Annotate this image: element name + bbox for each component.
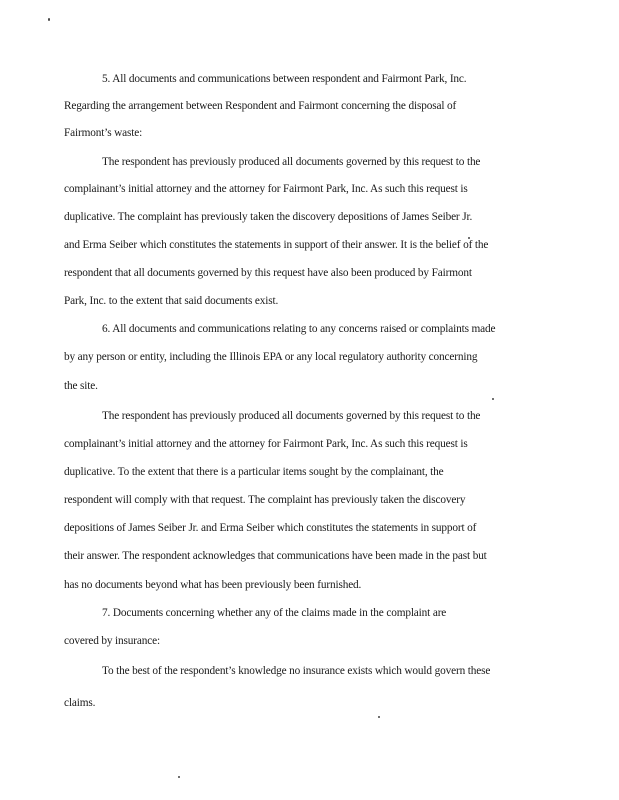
paragraph-line: Regarding the arrangement between Respondent and Fairmont concerning the disposal of [64,100,457,112]
scan-speck [378,716,380,718]
paragraph-line: The respondent has previously produced all documents governed by this request to the [102,156,481,168]
paragraph-line: 5. All documents and communications between respondent and Fairmont Park, Inc. [102,73,467,85]
paragraph-line: Park, Inc. to the extent that said documents exist. [64,295,279,307]
paragraph-line: To the best of the respondent’s knowledge no insurance exists which would govern these [102,665,491,677]
paragraph-line: Fairmont’s waste: [64,127,143,139]
paragraph-line: the site. [64,380,98,392]
paragraph-line: duplicative. To the extent that there is a particular items sought by the complainant, the [64,466,444,478]
paragraph-line: and Erma Seiber which constitutes the statements in support of their answer. It is the belief of the [64,239,489,251]
paragraph-line: their answer. The respondent acknowledges that communications have been made in the past but [64,550,487,562]
paragraph-line: complainant’s initial attorney and the attorney for Fairmont Park, Inc. As such this request is [64,438,468,450]
paragraph-line: 7. Documents concerning whether any of the claims made in the complaint are [102,607,447,619]
scan-speck [492,398,494,400]
paragraph-line: depositions of James Seiber Jr. and Erma Seiber which constitutes the statements in support of [64,522,477,534]
paragraph-line: complainant’s initial attorney and the attorney for Fairmont Park, Inc. As such this request is [64,183,468,195]
paragraph-line: has no documents beyond what has been previously been furnished. [64,579,362,591]
paragraph-line: covered by insurance: [64,635,160,647]
paragraph-line: The respondent has previously produced all documents governed by this request to the [102,410,481,422]
paragraph-line: claims. [64,697,96,709]
paragraph-line: respondent that all documents governed by this request have also been produced by Fairmont [64,267,472,279]
paragraph-line: by any person or entity, including the Illinois EPA or any local regulatory authority concerning [64,351,478,363]
scan-speck [48,18,50,21]
paragraph-line: duplicative. The complaint has previously taken the discovery depositions of James Seiber Jr. [64,211,473,223]
paragraph-line: respondent will comply with that request. The complaint has previously taken the discovery [64,494,466,506]
paragraph-line: 6. All documents and communications relating to any concerns raised or complaints made [102,323,496,335]
scan-speck [178,776,180,778]
